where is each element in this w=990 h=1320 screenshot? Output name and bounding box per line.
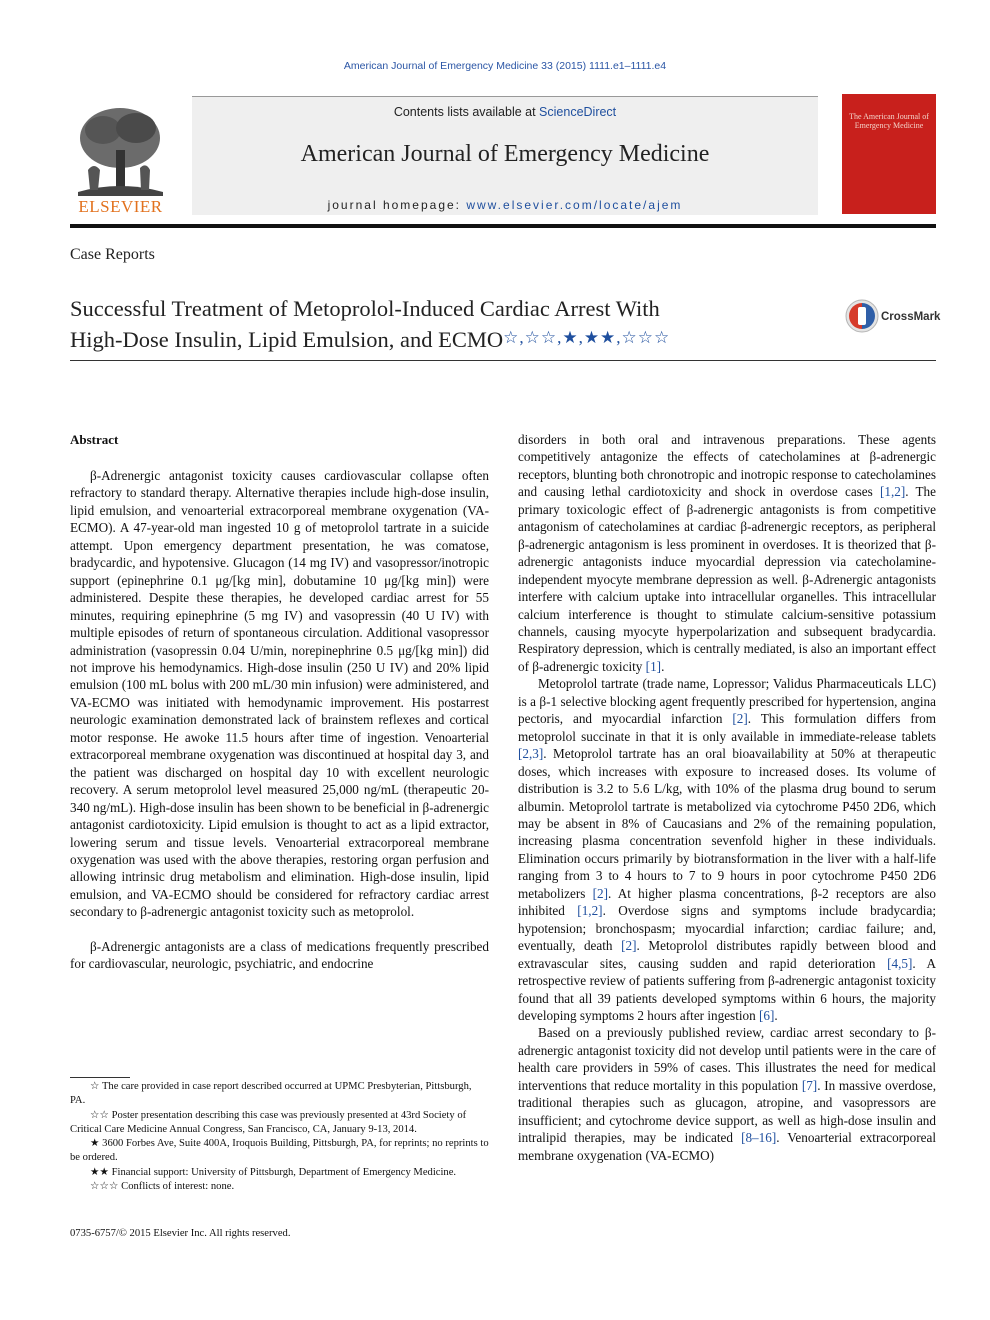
- p2-text-d: . At higher plasma concentrations, β-2 receptors are also inhibited: [518, 885, 937, 919]
- p2-text-h: .: [774, 1007, 778, 1023]
- p2-text-a: Metoprolol tartrate (trade name, Lopressor; Validus Pharmaceuticals LLC) is a β-1 selective blocking agent frequently prescribed for hypertension, angina pectoris, and myocardial infarction: [518, 676, 936, 727]
- p3-text-b: . In massive overdose, traditional therapies such as glucagon, atropine, and vasopressors are insufficient; and cytochrome device support, as well as high-dose insulin and intralipid therapies, may be indicated: [518, 1077, 937, 1146]
- footnote: ★ 3600 Forbes Ave, Suite 400A, Iroquois Building, Pittsburgh, PA, for reprints; no reprints to be ordered.: [70, 1138, 489, 1164]
- body-paragraph-3: [518, 1024, 936, 1164]
- section-label: Case Reports: [70, 246, 155, 263]
- journal-title: American Journal of Emergency Medicine: [300, 141, 710, 167]
- p1-text-b: . The primary toxicologic effect of β-adrenergic antagonists is from competitive antagonism of catecholamines at cardiac β-adrenergic receptors, as peripheral β-adrenergic antagonism is less prominent in overdoses. It is theorized that β-adrenergic antagonists induce myocardial depression via catecholamine-independent myocyte membrane depression as well. β-Adrenergic antagonists interfere with calcium uptake into intracellular organelles. This intracellular calcium interference is thought to stimulate calcium-sensitive potassium channels, causing myocyte hyperpolarization and subsequent bradycardia. Respiratory depression, which is centrally mediated, is also an important effect of β-adrenergic toxicity: [518, 484, 936, 674]
- right-column: [518, 431, 936, 1164]
- title-line-1: Successful Treatment of Metoprolol-Induced Cardiac Arrest With: [70, 296, 660, 321]
- footnote: ★★ Financial support: University of Pittsburgh, Department of Emergency Medicine.: [90, 1166, 457, 1178]
- reference-link[interactable]: [8–16]: [741, 1130, 777, 1146]
- title-divider: [70, 360, 936, 361]
- p2-text-g: . A retrospective review of patients suffering from β-adrenergic antagonist toxicity found that all 39 patients developed symptoms within 6 hours, the majority developing symptoms 2 hours after ingestion: [518, 955, 937, 1023]
- abstract-text: β-Adrenergic antagonist toxicity causes cardiovascular collapse often refractory to standard therapy. Alternative therapies include high-dose insulin, lipid emulsion, and venoarterial extracorporeal membrane oxygenation (VA-ECMO). A 47-year-old man ingested 10 g of metoprolol tartrate in a suicide attempt. Upon emergency department presentation, he was comatose, bradycardic, and hypotensive. Glucagon (14 mg IV) and vasopressor/inotropic support (epinephrine 0.1 μg/[kg min], dobutamine 10 μg/[kg min]) were administered. Despite these therapies, he developed cardiac arrest for 55 minutes, requiring epinephrine (5 mg IV) and vasopressin (40 U IV) with multiple episodes of return of spontaneous circulation. Additional vasopressor administration (vasopressin 0.04 U/min, norepinephrine 0.5 μg/[kg min]) did not improve his hemodynamics. High-dose insulin (250 U IV) and 20% lipid emulsion (100 mL bolus with 200 mL/30 min infusion) were administered, and VA-ECMO was initiated with hemodynamic improvement. His postarrest neurologic examination demonstrated lack of brainstem reflexes and cortical motor response. He awoke 11.5 hours after time of ingestion. Venoarterial extracorporeal membrane oxygenation was discontinued at hospital day 3, and the patient was discharged on hospital day 10 with excellent neurologic recovery. A serum metoprolol level measured 25,000 ng/mL (therapeutic 20-340 ng/mL). High-dose insulin has been shown to be beneficial in β-adrenergic antagonist cardiotoxicity. Lipid emulsion is thought to act as a lipid extractor, lowering serum and tissue levels. Venoarterial extracorporeal membrane oxygenation was used with the above therapies, restoring organ perfusion and allowing intrinsic drug metabolism and elimination. High-dose insulin, lipid emulsion, and VA-ECMO should be considered for refractory cardiac arrest secondary to β-adrenergic antagonist toxicity such as metoprolol.: [70, 468, 489, 920]
- contents-prefix: Contents lists available at: [393, 105, 540, 119]
- reference-link[interactable]: [7]: [801, 1077, 818, 1093]
- title-line-2: High-Dose Insulin, Lipid Emulsion, and ECMO: [70, 327, 504, 352]
- contents-line: [192, 105, 818, 119]
- journal-cover-text: The American Journal of Emergency Medicine: [849, 112, 929, 130]
- p3-text-c: . Venoarterial extracorporeal membrane oxygenation (VA-ECMO): [518, 1130, 937, 1163]
- journal-citation[interactable]: American Journal of Emergency Medicine 33 (2015) 1111.e1–1111.e4: [343, 60, 667, 72]
- p1-text-c: .: [661, 658, 665, 674]
- reference-link[interactable]: [2,3]: [518, 746, 544, 762]
- footnotes: [70, 1080, 489, 1194]
- reference-link[interactable]: [6]: [759, 1007, 775, 1023]
- reference-link[interactable]: [1,2]: [879, 484, 906, 500]
- reference-link[interactable]: [2]: [621, 938, 637, 954]
- copyright: 0735-6757/© 2015 Elsevier Inc. All rights reserved.: [70, 1228, 291, 1239]
- left-column: [70, 467, 489, 973]
- body-paragraph-2: [518, 675, 936, 1024]
- p2-text-b: . This formulation differs from metoprolol succinate in that it is only available in immediate-release tablets: [518, 711, 936, 744]
- article-title: [70, 294, 830, 354]
- intro-paragraph: β-Adrenergic antagonists are a class of medications frequently prescribed for cardiovascular, neurologic, psychiatric, and endocrine: [70, 938, 489, 972]
- header-divider: [70, 224, 936, 228]
- abstract-heading: Abstract: [70, 432, 119, 447]
- reference-link[interactable]: [1,2]: [577, 903, 603, 919]
- reference-link[interactable]: [1]: [645, 658, 662, 674]
- p3-text-a: Based on a previously published review, cardiac arrest secondary to β-adrenergic antagonist toxicity did not develop until patients were in the care of health care providers in 59% of cases. This illustrates the need for medical interventions that reduce mortality in this population: [518, 1025, 936, 1093]
- p1-text-a: disorders in both oral and intravenous preparations. These agents competitively antagonize the effects of catecholamines at β-adrenergic receptors, blunting both chronotropic and inotropic response to catecholamines and causing lethal cardiotoxicity and shock in overdose cases: [518, 432, 936, 500]
- footnote: ☆☆☆ Conflicts of interest: none.: [90, 1181, 235, 1193]
- journal-homepage: [192, 198, 818, 212]
- sciencedirect-link[interactable]: ScienceDirect: [539, 105, 617, 119]
- p2-text-f: . Metoprolol distributes rapidly between blood and extravascular sites, causing sudden and rapid deterioration: [518, 938, 936, 971]
- crossmark-label[interactable]: CrossMark: [881, 311, 941, 323]
- footnote: ☆☆ Poster presentation describing this case was previously presented at 43rd Society of Critical Care Medicine Annual Congress, San Francisco, CA, January 9-13, 2014.: [70, 1109, 467, 1135]
- footnote: ☆ The care provided in case report described occurred at UPMC Presbyterian, Pittsburgh, PA.: [70, 1081, 472, 1107]
- reference-link[interactable]: [2]: [592, 885, 608, 901]
- publisher-name: ELSEVIER: [78, 197, 163, 216]
- crossmark-icon[interactable]: [845, 299, 879, 333]
- footnote-divider: [70, 1077, 130, 1078]
- homepage-prefix: journal homepage:: [327, 198, 467, 212]
- reference-link[interactable]: [2]: [732, 711, 748, 727]
- title-footnote-marks[interactable]: ☆,☆☆,★,★★,☆☆☆: [503, 328, 671, 347]
- p2-text-c: . Metoprolol tartrate has an oral bioavailability at 50% at therapeutic doses, which increases with exposure to increased doses. Its volume of distribution is 3.2 to 5.6 L/kg, with 10% of the plasma drug bound to serum albumin. Metoprolol tartrate is metabolized via cytochrome P450 2D6, which may be absent in 8% of Caucasians and 2% of the remaining population, increasing plasma concentration sevenfold higher in these individuals. Elimination occurs primarily by biotransformation in the liver with a half-life ranging from 3 to 4 hours to 7 to 9 hours in poor cytochrome P450 2D6 metabolizers: [518, 746, 936, 901]
- body-paragraph-1: [518, 431, 936, 675]
- p2-text-e: . Overdose signs and symptoms include bradycardia; hypotension; bronchospasm; myocardial infarction; cardiac failure; and, eventually, death: [518, 903, 936, 954]
- homepage-link[interactable]: www.elsevier.com/locate/ajem: [466, 198, 683, 212]
- reference-link[interactable]: [4,5]: [887, 955, 913, 971]
